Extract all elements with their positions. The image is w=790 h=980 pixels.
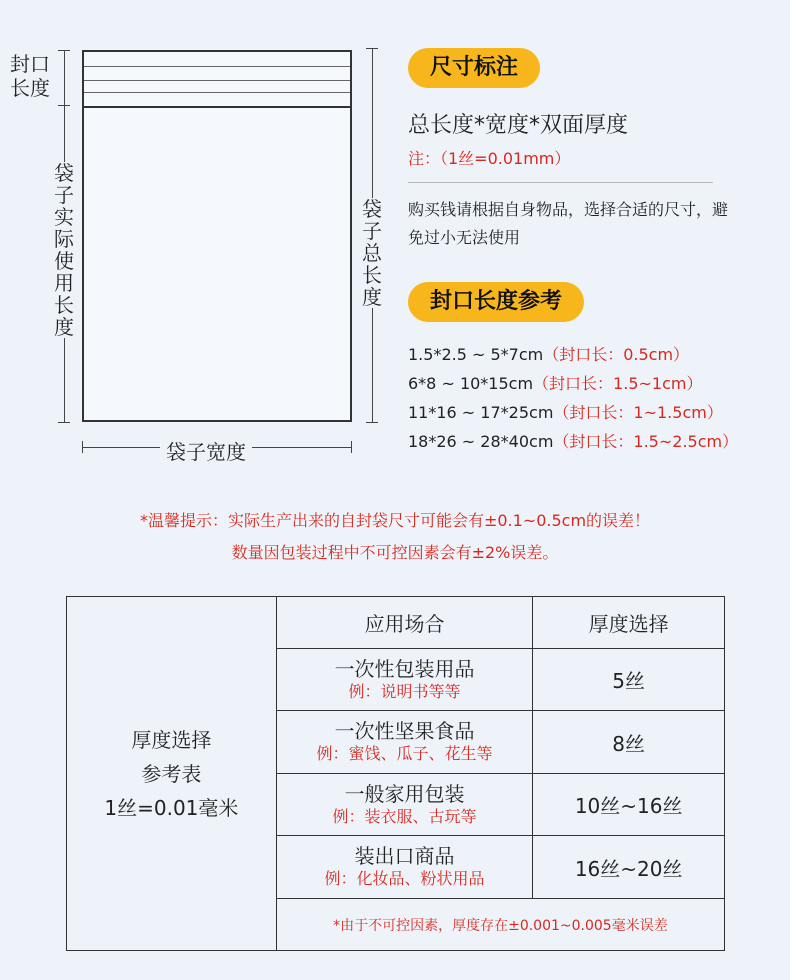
- seal-ref-row: [408, 342, 689, 365]
- thickness-value: 10丝~16丝: [533, 774, 725, 836]
- seal-boundary: [84, 106, 350, 108]
- seal-ref-size: 1.5*2.5 ~ 5*7cm: [408, 345, 544, 364]
- seal-line: [84, 92, 350, 93]
- bag-outline: [82, 50, 352, 422]
- use-example: 例：说明书等等: [348, 681, 461, 701]
- thickness-value: 16丝~20丝: [533, 836, 725, 899]
- use-name: 一次性坚果食品: [334, 719, 475, 743]
- table-title-line: 1丝=0.01毫米: [104, 795, 239, 820]
- seal-ref-length: （封口长：1.5~1cm）: [533, 374, 703, 393]
- thickness-table: [66, 596, 725, 951]
- use-example: 例：装衣服、古玩等: [332, 806, 477, 826]
- seal-ref-size: 11*16 ~ 17*25cm: [408, 403, 554, 422]
- divider: [408, 182, 713, 183]
- size-formula: 总长度*宽度*双面厚度: [408, 113, 629, 138]
- seal-line: [84, 80, 350, 81]
- use-name: 一次性包装用品: [334, 656, 475, 681]
- dimension-tick: [58, 422, 70, 423]
- seal-ref-length: （封口长：0.5cm）: [543, 345, 690, 364]
- width-label: 袋子宽度: [160, 436, 252, 465]
- header-thickness: 厚度选择: [533, 597, 725, 649]
- total-length-label: 袋子总长度: [362, 197, 382, 309]
- seal-ref-row: [408, 400, 723, 423]
- seal-dimension-line: [64, 50, 65, 105]
- tip-line-2: 数量因包装过程中不可控因素会有±2%误差。: [231, 543, 559, 562]
- use-cell: [276, 649, 533, 711]
- seal-line: [84, 66, 350, 67]
- table-title-line: 厚度选择: [131, 727, 212, 752]
- table-title-cell: [67, 597, 277, 951]
- seal-ref-length: （封口长：1.5~2.5cm）: [553, 432, 739, 451]
- use-name: 装出口商品: [354, 844, 455, 868]
- seal-ref-length: （封口长：1~1.5cm）: [553, 403, 723, 422]
- seal-ref-title: 封口长度参考: [408, 282, 584, 322]
- seal-ref-row: [408, 429, 738, 452]
- use-cell: [276, 774, 533, 836]
- use-example: 例：蜜饯、瓜子、花生等: [316, 744, 493, 763]
- dimension-tick: [366, 422, 378, 423]
- table-footnote: *由于不可控因素，厚度存在±0.001~0.005毫米误差: [276, 899, 724, 951]
- size-advice: 购买钱请根据自身物品，选择合适的尺寸，避免过小无法使用: [408, 200, 729, 247]
- header-use: 应用场合: [276, 597, 533, 649]
- unit-note: 注：（1丝=0.01mm）: [408, 149, 571, 168]
- tip-line-1: *温馨提示：实际生产出来的自封袋尺寸可能会有±0.1~0.5cm的误差！: [139, 511, 651, 530]
- use-cell: [276, 836, 533, 899]
- thickness-value: 8丝: [533, 711, 725, 774]
- use-cell: [276, 711, 533, 774]
- seal-length-label: 封口长度: [10, 52, 50, 100]
- table-title-line: 参考表: [141, 761, 202, 786]
- use-name: 一般家用包装: [344, 781, 465, 806]
- seal-ref-row: [408, 371, 702, 394]
- use-example: 例：化妆品、粉状用品: [324, 869, 485, 888]
- actual-length-label: 袋子实际使用长度: [54, 161, 74, 339]
- size-note-title: 尺寸标注: [408, 48, 540, 88]
- seal-ref-size: 6*8 ~ 10*15cm: [408, 374, 534, 393]
- thickness-value: 5丝: [533, 649, 725, 711]
- seal-ref-size: 18*26 ~ 28*40cm: [408, 432, 554, 451]
